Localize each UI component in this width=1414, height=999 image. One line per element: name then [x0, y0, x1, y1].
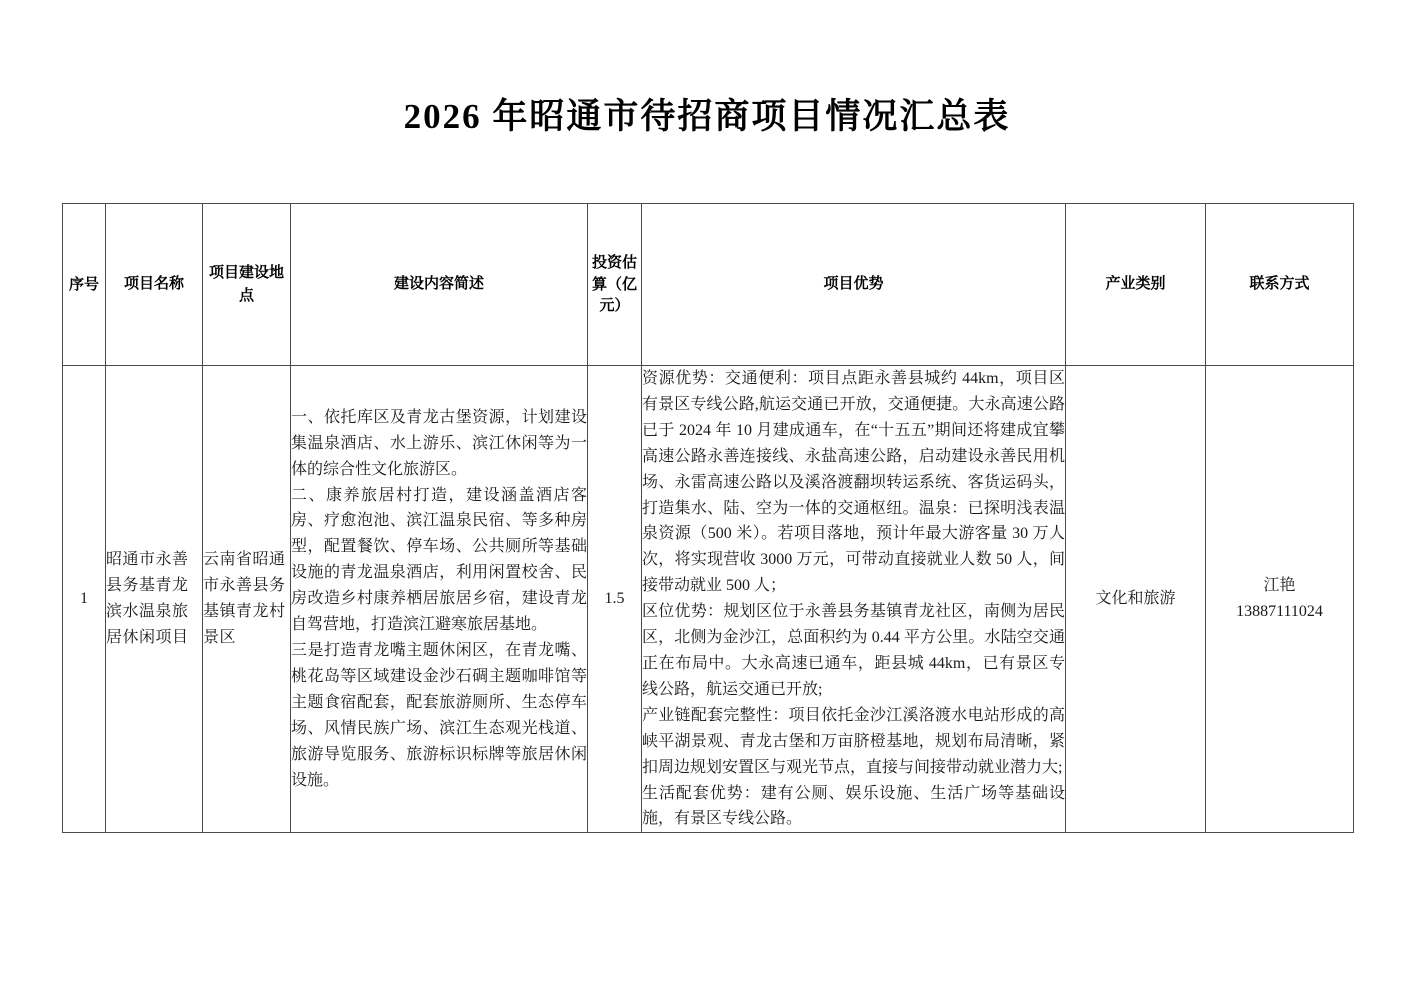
cell-project-place: 云南省昭通市永善县务基镇青龙村景区	[203, 366, 291, 833]
table-header-row	[63, 204, 1354, 366]
column-header-industry: 产业类别	[1066, 204, 1206, 366]
page-title: 2026 年昭通市待招商项目情况汇总表	[403, 97, 1011, 136]
column-header-contact: 联系方式	[1206, 204, 1354, 366]
column-header-content-summary: 建设内容简述	[291, 204, 588, 366]
cell-project-name: 昭通市永善县务基青龙滨水温泉旅居休闲项目	[106, 366, 203, 833]
contact-phone: 13887111024	[1236, 603, 1323, 621]
cell-seq: 1	[63, 366, 106, 833]
column-header-advantages: 项目优势	[642, 204, 1066, 366]
column-header-project-name: 项目名称	[106, 204, 203, 366]
content-paragraph: 三是打造青龙嘴主题休闲区，在青龙嘴、桃花岛等区域建设金沙石碉主题咖啡馆等主题食宿配套，配套旅游厕所、生态停车场、风情民族广场、滨江生态观光栈道、旅游导览服务、旅游标识标牌等旅居休闲设施。	[291, 642, 587, 789]
column-header-project-place: 项目建设地点	[203, 204, 291, 366]
advantage-paragraph: 产业链配套完整性：项目依托金沙江溪洛渡水电站形成的高峡平湖景观、青龙古堡和万亩脐橙基地，规划布局清晰，紧扣周边规划安置区与观光节点，直接与间接带动就业潜力大;	[642, 706, 1065, 776]
cell-content-summary	[291, 366, 588, 833]
advantage-paragraph: 区位优势：规划区位于永善县务基镇青龙社区，南侧为居民区，北侧为金沙江，总面积约为 0.44 平方公里。水陆空交通正在布局中。大永高速已通车，距县城 44km，已有景区专线公路，航运交通已开放;	[642, 603, 1065, 698]
cell-advantages	[642, 366, 1066, 833]
content-paragraph: 二、康养旅居村打造，建设涵盖酒店客房、疗愈泡池、滨江温泉民宿、等多种房型，配置餐饮、停车场、公共厕所等基础设施的青龙温泉酒店，利用闲置校舍、民房改造乡村康养栖居旅居乡宿，建设青龙自驾营地，打造滨江避寒旅居基地。	[291, 486, 587, 634]
table-row	[63, 366, 1354, 833]
content-paragraph: 一、依托库区及青龙古堡资源，计划建设集温泉酒店、水上游乐、滨江休闲等为一体的综合性文化旅游区。	[291, 408, 587, 478]
contact-name: 江艳	[1263, 577, 1296, 595]
advantage-paragraph: 资源优势：交通便利：项目点距永善县城约 44km，项目区有景区专线公路,航运交通已开放，交通便捷。大永高速公路已于 2024 年 10 月建成通车，在“十五五”期间还将建成宜攀高速公路永善连接线、永盐高速公路，启动建设永善民用机场、永雷高速公路以及溪洛渡翻坝转运系统、客货运码头，打造集水、陆、空为一体的交通枢纽。温泉：已探明浅表温泉资源（500 米）。若项目落地，预计年最大游客量 30 万人次，将实现营收 3000 万元，可带动直接就业人数 50 人，间接带动就业 500 人；	[642, 370, 1065, 595]
column-header-investment: 投资估算（亿元）	[588, 204, 642, 366]
column-header-seq: 序号	[63, 204, 106, 366]
investment-projects-table	[62, 203, 1354, 833]
advantage-paragraph: 生活配套优势：建有公厕、娱乐设施、生活广场等基础设施，有景区专线公路。	[642, 784, 1065, 828]
cell-contact	[1206, 366, 1354, 833]
cell-industry: 文化和旅游	[1066, 366, 1206, 833]
cell-investment: 1.5	[588, 366, 642, 833]
